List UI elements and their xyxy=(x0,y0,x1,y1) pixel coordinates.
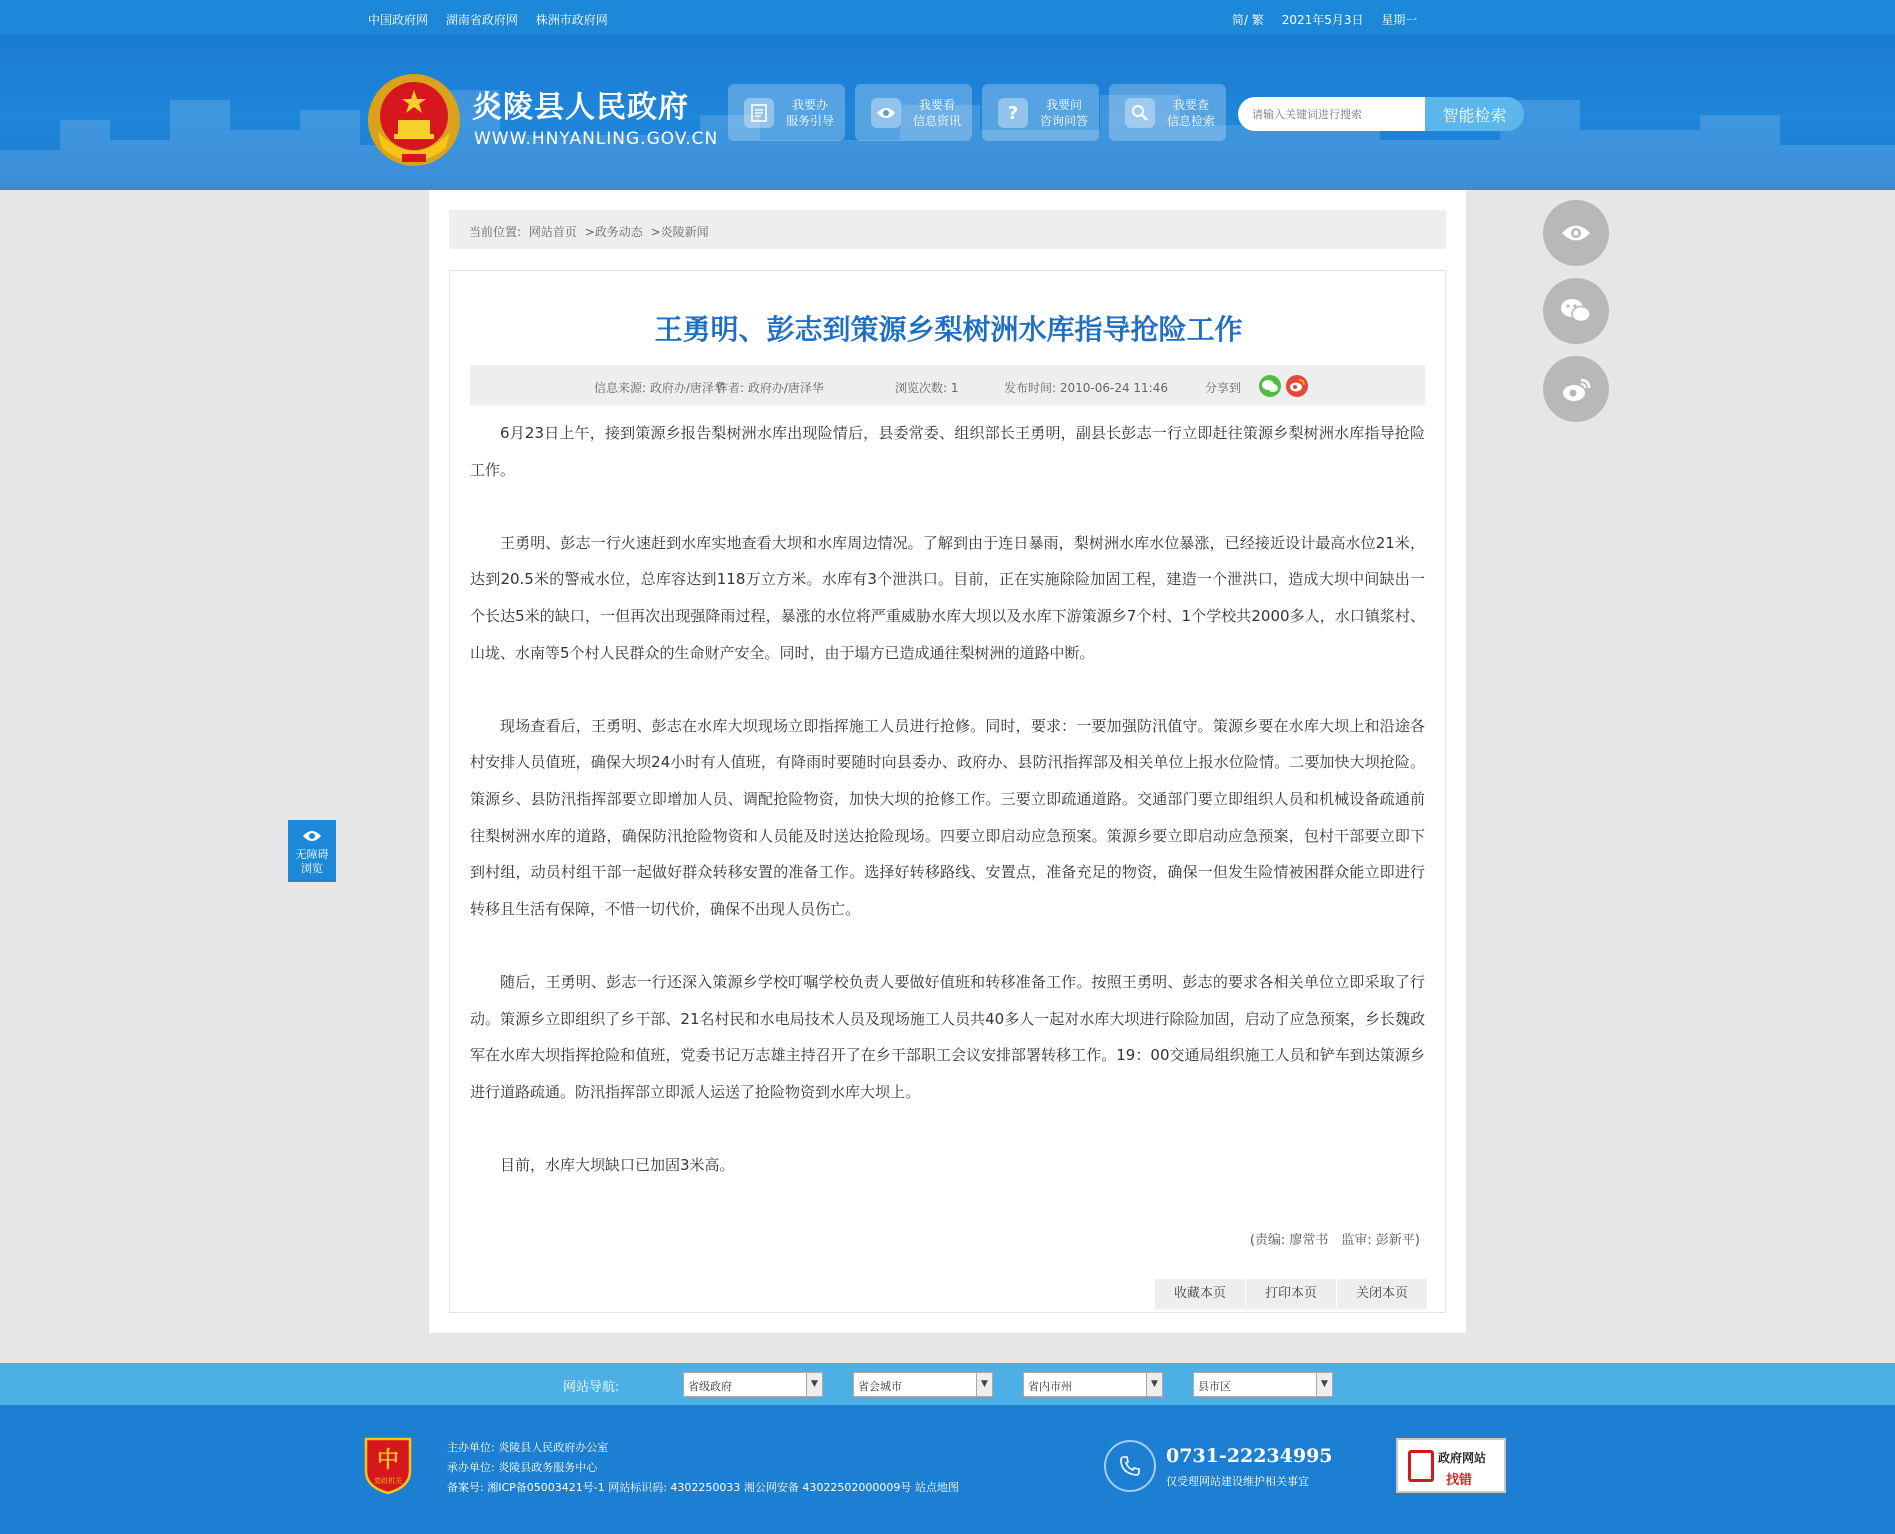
float-weibo-icon[interactable] xyxy=(1543,356,1609,422)
bookmark-page-button[interactable]: 收藏本页 xyxy=(1155,1279,1245,1309)
editor-credit: (责编: 廖常书 监审: 彭新平) xyxy=(1249,1233,1420,1248)
footer-phone: 0731-22234995 xyxy=(1166,1445,1333,1467)
chevron-down-icon: ▼ xyxy=(806,1373,822,1396)
footer-record[interactable]: 备案号: 湘ICP备05003421号-1 网站标识码: 4302250033 湘公网安备 43022502000009号 站点地图 xyxy=(447,1481,959,1494)
eye-icon xyxy=(871,98,901,128)
national-emblem-icon xyxy=(364,70,464,170)
article-title: 王勇明、彭志到策源乡梨树洲水库指导抢险工作 xyxy=(654,313,1243,346)
magnifier-icon xyxy=(1408,1450,1434,1482)
article-body xyxy=(470,415,1425,1220)
print-page-button[interactable]: 打印本页 xyxy=(1246,1279,1336,1309)
chevron-down-icon: ▼ xyxy=(1146,1373,1162,1396)
service-do-sub: 服务引导 xyxy=(786,114,835,128)
gov-site-error-report-button[interactable] xyxy=(1396,1438,1506,1493)
select-counties[interactable] xyxy=(1193,1372,1333,1397)
share-wechat-icon[interactable] xyxy=(1259,375,1281,397)
site-footer xyxy=(0,1405,1895,1534)
accessible-line2: 浏览 xyxy=(301,862,323,875)
article-paragraph: 王勇明、彭志一行火速赶到水库实地查看大坝和水库周边情况。了解到由于连日暴雨，梨树洲水库水位暴涨，已经接近设计最高水位21米，达到20.5米的警戒水位，总库容达到118万立方米。水库有3个泄洪口。目前，正在实施除险加固工程，建造一个泄洪口，造成大坝中间缺出一个长达5米的缺口，一但再次出现强降雨过程，暴涨的水位将严重威胁水库大坝以及水库下游策源乡7个村、1个学校共2000多人，水口镇浆村、山垅、水南等5个村人民群众的生命财产安全。同时，由于塌方已造成通往梨树洲的道路中断。 xyxy=(470,533,1425,662)
footer-phone-note: 仅受理网站建设维护相关事宜 xyxy=(1166,1475,1309,1488)
accessible-browse-button[interactable] xyxy=(288,820,336,882)
float-wechat-icon[interactable] xyxy=(1543,278,1609,344)
chevron-down-icon: ▼ xyxy=(1316,1373,1332,1396)
footer-host: 主办单位: 炎陵县人民政府办公室 xyxy=(447,1441,609,1454)
service-search-sub: 信息检索 xyxy=(1167,114,1216,128)
service-view-button[interactable] xyxy=(855,84,972,141)
breadcrumb-prefix: 当前位置: xyxy=(469,225,522,239)
search-input[interactable] xyxy=(1238,97,1425,131)
service-search-title: 我要查 xyxy=(1173,98,1210,112)
meta-views: 浏览次数: 1 xyxy=(895,381,959,395)
badge-title: 政府网站 xyxy=(1438,1451,1487,1465)
document-icon xyxy=(744,98,774,128)
search-icon xyxy=(1125,98,1155,128)
meta-source: 信息来源: 政府办/唐泽华 xyxy=(594,381,726,395)
breadcrumb-home[interactable]: 网站首页 xyxy=(528,225,577,239)
article-meta xyxy=(470,365,1425,405)
article-paragraph: 现场查看后，王勇明、彭志在水库大坝现场立即指挥施工人员进行抢修。同时，要求：一要加强防汛值守。策源乡要在水库大坝上和沿途各村安排人员值班，确保大坝24小时有人值班，有降雨时要随时向县委办、政府办、县防汛指挥部及相关单位上报水位险情。二要加快大坝抢险。策源乡、县防汛指挥部要立即增加人员、调配抢险物资，加快大坝的抢修工作。三要立即疏通道路。交通部门要立即组织人员和机械设备疏通前往梨树洲水库的道路，确保防汛抢险物资和人员能及时送达抢险现场。四要立即启动应急预案。策源乡要立即启动应急预案，包村干部要立即下到村组，动员村组干部一起做好群众转移安置的准备工作。选择好转移路线、安置点，准备充足的物资，确保一但发生险情被困群众能立即进行转移且生活有保障，不惜一切代价，确保不出现人员伤亡。 xyxy=(470,716,1425,918)
site-nav-label: 网站导航: xyxy=(563,1380,620,1395)
service-view-sub: 信息资讯 xyxy=(913,114,962,128)
main-container xyxy=(429,190,1466,1333)
select-value: 省内市州 xyxy=(1028,1380,1072,1393)
select-value: 省会城市 xyxy=(858,1380,902,1393)
service-ask-button[interactable] xyxy=(982,84,1099,141)
service-do-button[interactable] xyxy=(728,84,845,141)
logo-text: 党政机关 xyxy=(374,1477,402,1485)
lang-toggle[interactable]: 简/ 繁 xyxy=(1232,13,1264,27)
svg-text:中: 中 xyxy=(376,1447,400,1473)
site-nav-bar xyxy=(0,1363,1895,1405)
weekday-text: 星期一 xyxy=(1381,13,1418,27)
meta-author: 作者: 政府办/唐泽华 xyxy=(716,381,824,395)
service-search-button[interactable] xyxy=(1109,84,1226,141)
top-right xyxy=(1232,11,1431,28)
phone-icon xyxy=(1104,1440,1156,1492)
close-page-button[interactable]: 关闭本页 xyxy=(1337,1279,1427,1309)
gov-links xyxy=(368,11,622,28)
breadcrumb-news[interactable]: >政务动态 xyxy=(584,225,643,239)
service-view-title: 我要看 xyxy=(919,98,956,112)
link-hunan-gov[interactable]: 湖南省政府网 xyxy=(445,13,518,27)
float-eye-icon[interactable] xyxy=(1543,200,1609,266)
smart-search-button[interactable]: 智能检索 xyxy=(1425,97,1524,131)
chevron-down-icon: ▼ xyxy=(976,1373,992,1396)
party-gov-logo-icon[interactable] xyxy=(362,1435,414,1495)
link-central-gov[interactable]: 中国政府网 xyxy=(368,13,429,27)
accessible-line1: 无障碍 xyxy=(295,848,329,861)
breadcrumb-yanling-news[interactable]: >炎陵新闻 xyxy=(650,225,709,239)
footer-organizer: 承办单位: 炎陵县政务服务中心 xyxy=(447,1461,598,1474)
site-header xyxy=(0,35,1895,190)
service-ask-title: 我要问 xyxy=(1046,98,1083,112)
article xyxy=(449,270,1446,1313)
meta-share-label: 分享到 xyxy=(1205,381,1242,395)
service-ask-sub: 咨询问答 xyxy=(1040,114,1089,128)
top-bar xyxy=(0,0,1895,35)
badge-subtitle: 找错 xyxy=(1446,1473,1473,1488)
footer-info xyxy=(447,1438,959,1498)
accessible-eye-icon xyxy=(302,829,322,843)
select-value: 省级政府 xyxy=(688,1380,732,1393)
article-paragraph: 随后，王勇明、彭志一行还深入策源乡学校叮嘱学校负责人要做好值班和转移准备工作。按照王勇明、彭志的要求各相关单位立即采取了行动。策源乡立即组织了乡干部、21名村民和水电局技术人员及现场施工人员共40多人一起对水库大坝进行除险加固，启动了应急预案，乡长魏政军在水库大坝指挥抢险和值班，党委书记万志雄主持召开了在乡干部职工会议安排部署转移工作。19：00交通局组织施工人员和铲车到达策源乡进行道路疏通。防汛指挥部立即派人运送了抢险物资到水库大坝上。 xyxy=(470,972,1425,1101)
link-zhuzhou-gov[interactable]: 株洲市政府网 xyxy=(535,13,608,27)
question-icon: ? xyxy=(998,98,1028,128)
select-cities[interactable] xyxy=(1023,1372,1163,1397)
share-weibo-icon[interactable] xyxy=(1286,375,1308,397)
select-provincial-gov[interactable] xyxy=(683,1372,823,1397)
service-do-title: 我要办 xyxy=(792,98,829,112)
article-paragraph: 6月23日上午，接到策源乡报告梨树洲水库出现险情后，县委常委、组织部长王勇明，副县长彭志一行立即赶往策源乡梨树洲水库指导抢险工作。 xyxy=(470,424,1425,479)
date-text: 2021年5月3日 xyxy=(1281,13,1364,27)
site-domain: WWW.HNYANLING.GOV.CN xyxy=(474,129,719,149)
select-provincial-capital[interactable] xyxy=(853,1372,993,1397)
select-value: 县市区 xyxy=(1198,1380,1231,1393)
meta-published: 发布时间: 2010-06-24 11:46 xyxy=(1004,381,1168,395)
article-paragraph: 目前，水库大坝缺口已加固3米高。 xyxy=(500,1155,735,1174)
site-title: 炎陵县人民政府 xyxy=(472,90,689,125)
breadcrumb xyxy=(449,210,1446,249)
